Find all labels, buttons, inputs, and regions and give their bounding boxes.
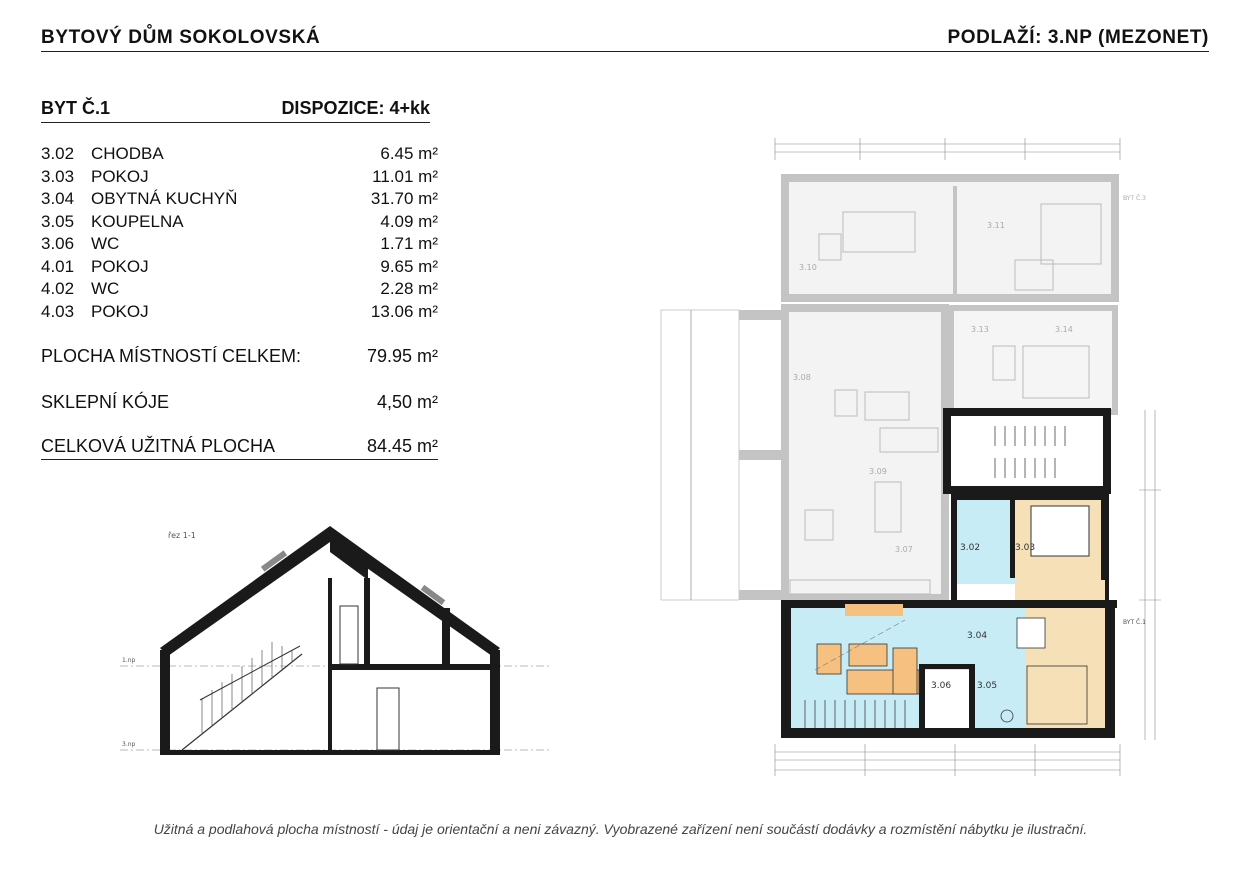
- room-row: [41, 278, 438, 301]
- room-label: 3.03: [1015, 543, 1036, 553]
- room-name: POKOJ: [91, 256, 149, 276]
- unit-divider: [41, 122, 430, 123]
- room-code: 4.03: [41, 301, 75, 321]
- room-name: WC: [91, 279, 120, 298]
- room-name: POKOJ: [91, 301, 149, 321]
- armchair-icon: [817, 644, 841, 674]
- room-code: 3.05: [41, 211, 75, 231]
- room-row: [41, 166, 438, 189]
- room-row: [41, 211, 438, 234]
- room-area: 1.71 m²: [380, 234, 438, 253]
- room-code: 3.03: [41, 166, 75, 186]
- room-row: [41, 143, 438, 166]
- bottom-dimensions: [775, 744, 1120, 776]
- room-code: 4.02: [41, 279, 75, 298]
- disclaimer-note: Užitná a podlahová plocha místností - údaj je orientační a neni závazný. Vyobrazené zařízení není součástí dodávky a rozmístění nábytku je ilustrační.: [153, 821, 1088, 837]
- unit-name: BYT Č.1: [41, 98, 111, 118]
- level-lower-label: 3.np: [122, 741, 136, 748]
- room-label: 3.13: [971, 325, 989, 334]
- bed-icon: [1031, 506, 1089, 556]
- dining-table-icon: [1017, 618, 1045, 648]
- room-label: 3.11: [987, 221, 1005, 230]
- unit-tag-other: BYT Č.3: [1123, 195, 1146, 202]
- room-area: 4.09 m²: [380, 211, 438, 231]
- header-divider: [41, 51, 1209, 52]
- room-area: 11.01 m²: [372, 166, 438, 186]
- room-row: [41, 188, 438, 211]
- room-area: 13.06 m²: [370, 301, 438, 321]
- room-label: 3.05: [977, 681, 998, 691]
- section-title: řez 1-1: [168, 531, 196, 540]
- usable-area-label: CELKOVÁ UŽITNÁ PLOCHA: [41, 436, 276, 456]
- room-code: 3.02: [41, 144, 75, 163]
- usable-area-value: 84.45 m²: [366, 436, 438, 456]
- room-area: 9.65 m²: [380, 256, 438, 276]
- stair-core: [947, 412, 1107, 490]
- room-label: 3.14: [1055, 325, 1073, 334]
- room-code: 4.01: [41, 256, 75, 276]
- room-label: 3.04: [967, 631, 988, 641]
- room-label: 3.07: [895, 545, 913, 554]
- room-code: 3.04: [41, 189, 75, 208]
- room-name: CHODBA: [91, 144, 164, 163]
- cellar-label: SKLEPNÍ KÓJE: [41, 392, 170, 412]
- room-label: 3.09: [869, 467, 887, 476]
- coffee-table-icon: [849, 644, 887, 666]
- room-label: 3.02: [960, 543, 981, 553]
- room-area: 31.70 m²: [370, 189, 438, 208]
- room-name: WC: [91, 234, 120, 253]
- floor-slab: [328, 664, 500, 670]
- hallway-area: [955, 492, 1015, 584]
- room-name: OBYTNÁ KUCHYŇ: [91, 189, 238, 208]
- cross-section-drawing: [120, 518, 560, 768]
- cellar-value: 4,50 m²: [376, 392, 438, 412]
- room-row: [41, 256, 438, 279]
- project-title: BYTOVÝ DŮM SOKOLOVSKÁ: [41, 27, 321, 48]
- room-label: 3.06: [931, 681, 952, 691]
- room-label: 3.10: [799, 263, 817, 272]
- room-name: POKOJ: [91, 166, 149, 186]
- room-label: 3.08: [793, 373, 811, 382]
- floor-plan-drawing: [655, 130, 1175, 780]
- level-upper-label: 1.np: [122, 657, 136, 664]
- top-dimensions: [775, 138, 1120, 160]
- room-area: 2.28 m²: [380, 279, 438, 298]
- room-name: KOUPELNA: [91, 211, 184, 231]
- total-rooms-value: 79.95 m²: [366, 346, 438, 366]
- room-list: [41, 143, 438, 323]
- right-dimensions: [1139, 410, 1161, 740]
- room-row: [41, 301, 438, 324]
- total-rooms-label: PLOCHA MÍSTNOSTÍ CELKEM:: [41, 346, 302, 366]
- room-row: [41, 233, 438, 256]
- left-wall: [160, 650, 170, 754]
- unit-disposition: DISPOZICE: 4+kk: [281, 98, 430, 118]
- unit-wall-bottom: [781, 728, 1115, 738]
- kitchen-counter-icon: [1027, 666, 1087, 724]
- room-code: 3.06: [41, 234, 75, 253]
- totals-divider: [41, 459, 438, 460]
- room-area: 6.45 m²: [380, 144, 438, 163]
- floor-label: PODLAŽÍ: 3.NP (MEZONET): [947, 27, 1209, 48]
- unit-wall-top: [781, 600, 1117, 608]
- unit-tag: BYT Č.1: [1123, 619, 1146, 626]
